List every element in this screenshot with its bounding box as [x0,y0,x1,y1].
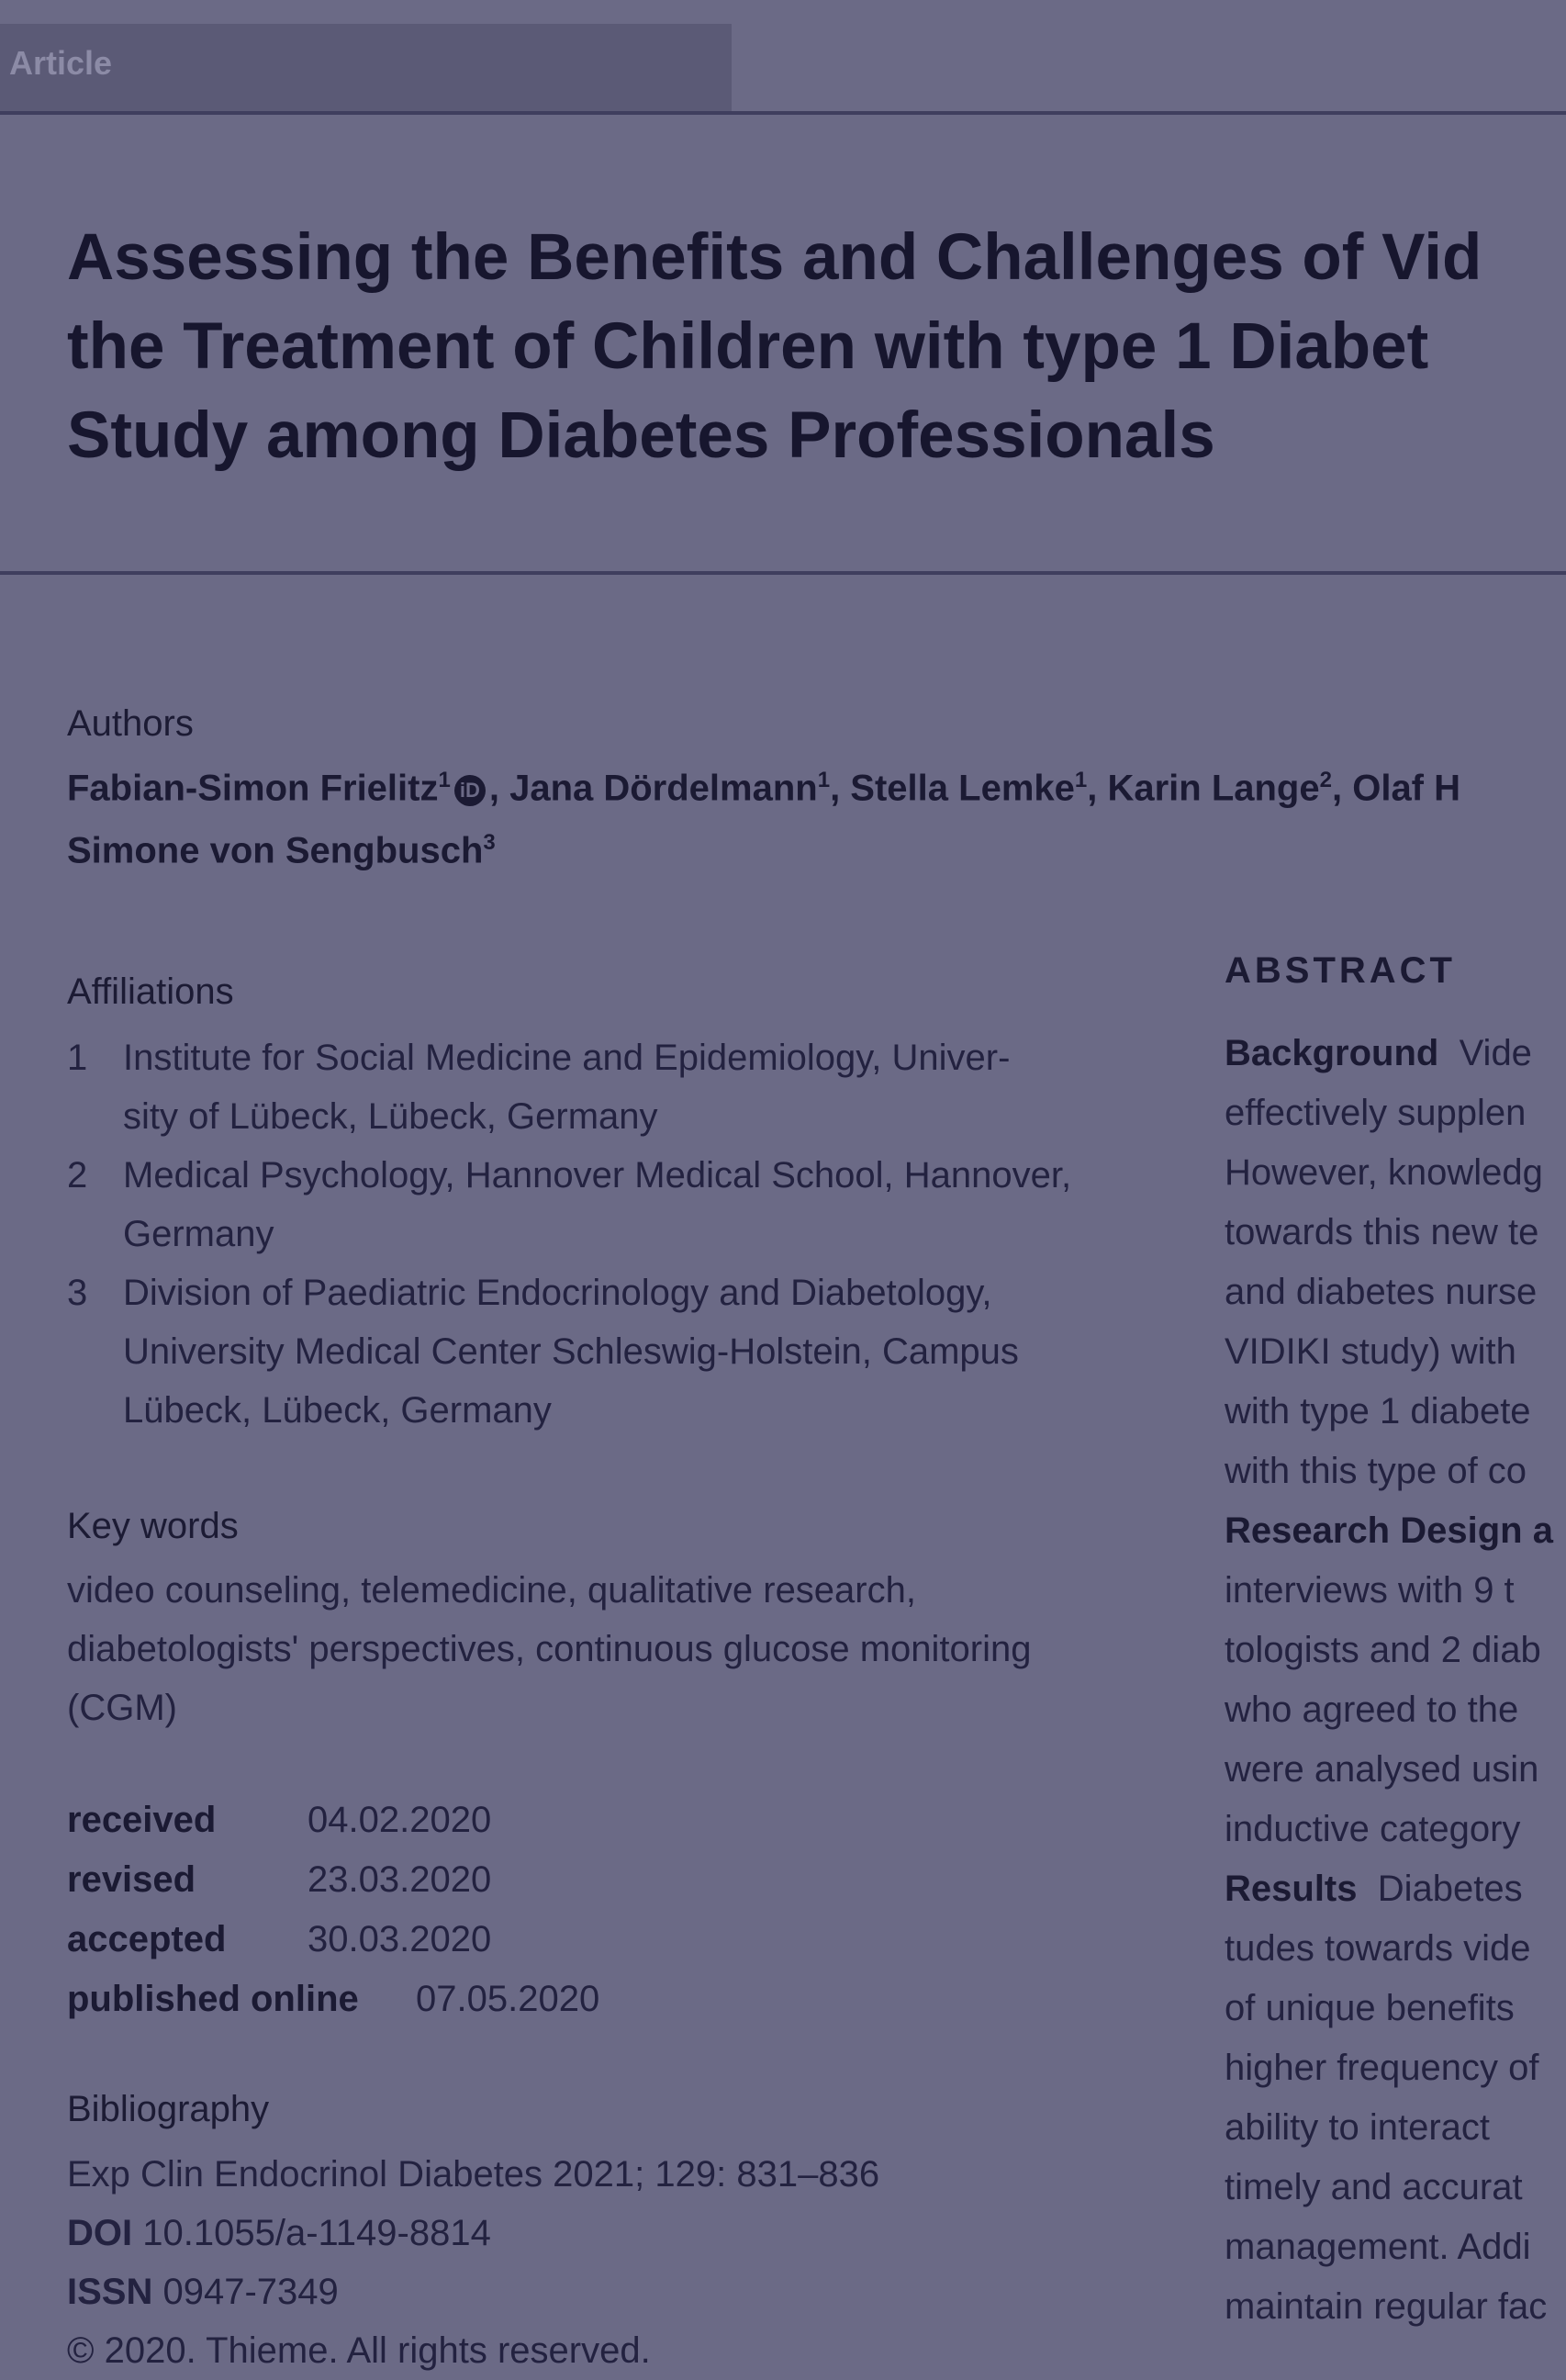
abstract-text: ability to interact [1225,2107,1491,2148]
affiliation-marker: 3 [483,830,496,856]
affiliation-number: 2 [67,1155,88,1196]
abstract-line [1225,1442,1566,1501]
abstract-line [1225,1263,1566,1322]
list-item [67,1146,1169,1263]
date-value: 04.02.2020 [308,1800,492,1840]
abstract-line [1225,1501,1566,1561]
abstract-line [1225,1203,1566,1263]
abstract-line [1225,1621,1566,1680]
abstract-line [1225,1024,1566,1083]
abstract-line [1225,1382,1566,1442]
affiliation-marker: 1 [817,768,831,792]
abstract-body [1225,1024,1566,2337]
affiliation-line: Medical Psychology, Hannover Medical School, Hannover, [123,1155,1072,1196]
affiliation-line: Germany [123,1214,274,1254]
keyword-line: video counseling, telemedicine, qualitative research, [67,1570,916,1611]
date-label: published online [67,1979,359,2019]
abstract-line [1225,1919,1566,1979]
abstract-text: who agreed to the [1225,1690,1519,1730]
abstract-line [1225,1083,1566,1143]
doi-label: DOI [67,2213,133,2253]
date-label: accepted [67,1919,227,1959]
article-tab-label: Article [9,44,113,82]
date-label: revised [67,1859,196,1900]
affiliation-line: sity of Lübeck, Lübeck, Germany [123,1096,658,1137]
article-title [67,213,1566,480]
abstract-text: timely and accurat [1225,2167,1523,2207]
bibliography-label: Bibliography [67,2089,270,2129]
issn-value: 0947-7349 [162,2272,339,2312]
author-name[interactable]: , Stella Lemke [830,768,1075,809]
abstract-line [1225,2158,1566,2217]
abstract-line [1225,2277,1566,2337]
title-rule [0,571,1566,575]
abstract-text: tologists and 2 diab [1225,1630,1541,1670]
keyword-list [67,1561,1169,1737]
abstract-line [1225,2098,1566,2158]
date-value: 30.03.2020 [308,1919,492,1959]
abstract-text: were analysed usin [1225,1749,1539,1790]
abstract-line [1225,1979,1566,2038]
abstract-text: Diabetes [1377,1869,1523,1909]
abstract-text: towards this new te [1225,1212,1539,1252]
copyright: © 2020. Thieme. All rights reserved. [67,2330,651,2371]
author-name[interactable]: Simone von Sengbusch [67,830,484,871]
affiliation-number: 1 [67,1038,88,1078]
doi-link[interactable]: 10.1055/a-1149-8814 [142,2213,491,2253]
abstract-line [1225,1859,1566,1919]
date-row [67,1910,599,1970]
abstract-text: However, knowledg [1225,1152,1543,1193]
abstract-text: maintain regular fac [1225,2286,1548,2327]
title-line: the Treatment of Children with type 1 Diabet [67,310,1429,383]
issn-label: ISSN [67,2272,153,2312]
list-item [67,1028,1169,1146]
title-line: Assessing the Benefits and Challenges of Vid [67,221,1482,294]
abstract-text: inductive category [1225,1809,1521,1849]
abstract-text: with type 1 diabete [1225,1391,1531,1431]
abstract-line [1225,2038,1566,2098]
keyword-line: diabetologists' perspectives, continuous glucose monitoring [67,1629,1032,1669]
abstract-text: Vide [1459,1033,1532,1073]
author-name[interactable]: , Jana Dördelmann [488,768,818,809]
abstract-text: VIDIKI study) with [1225,1331,1516,1372]
abstract-line [1225,1322,1566,1382]
orcid-icon[interactable]: iD [454,775,486,806]
date-row [67,1970,599,2029]
abstract-text: and diabetes nurse [1225,1272,1538,1312]
affiliation-line: Institute for Social Medicine and Epidemiology, Univer- [123,1038,1011,1078]
keyword-line: (CGM) [67,1688,177,1728]
date-row [67,1791,599,1850]
abstract-text: higher frequency of [1225,2048,1539,2088]
abstract-line [1225,1143,1566,1203]
author-name[interactable]: , Olaf H [1331,768,1461,809]
abstract-section-label: Research Design a [1225,1510,1553,1551]
abstract-line [1225,2217,1566,2277]
abstract-line [1225,1561,1566,1621]
author-list [67,753,1460,879]
date-label: received [67,1800,217,1840]
article-tab [0,24,732,113]
affiliation-number: 3 [67,1273,88,1313]
affiliation-marker: 1 [1074,768,1088,792]
affiliation-list [67,1028,1169,1440]
affiliation-marker: 1 [438,768,451,792]
abstract-text: of unique benefits [1225,1988,1515,2028]
abstract-text: effectively supplen [1225,1093,1527,1133]
abstract-text: tudes towards vide [1225,1928,1531,1969]
bibliography [67,2145,879,2380]
header-rule [0,111,1566,115]
date-value: 07.05.2020 [416,1979,600,2019]
abstract-line [1225,1740,1566,1800]
affiliation-line: Lübeck, Lübeck, Germany [123,1390,552,1431]
author-name[interactable]: Fabian-Simon Frielitz [67,768,439,809]
keywords-label: Key words [67,1506,239,1546]
affiliation-marker: 2 [1319,768,1332,792]
abstract-line [1225,1680,1566,1740]
title-line: Study among Diabetes Professionals [67,399,1215,472]
abstract-text: management. Addi [1225,2227,1531,2267]
date-row [67,1850,599,1910]
affiliation-line: University Medical Center Schleswig-Holstein, Campus [123,1331,1019,1372]
affiliations-label: Affiliations [67,971,234,1012]
abstract-text: with this type of co [1225,1451,1527,1491]
abstract-text: interviews with 9 t [1225,1570,1515,1611]
list-item [67,1263,1169,1440]
publication-dates [67,1791,599,2029]
affiliation-line: Division of Paediatric Endocrinology and Diabetology, [123,1273,992,1313]
abstract-line [1225,1800,1566,1859]
abstract-heading: ABSTRACT [1225,950,1456,991]
abstract-section-label: Background [1225,1033,1439,1073]
authors-label: Authors [67,703,194,744]
citation: Exp Clin Endocrinol Diabetes 2021; 129: 831–836 [67,2154,880,2195]
author-name[interactable]: , Karin Lange [1087,768,1320,809]
abstract-section-label: Results [1225,1869,1358,1909]
date-value: 23.03.2020 [308,1859,492,1900]
